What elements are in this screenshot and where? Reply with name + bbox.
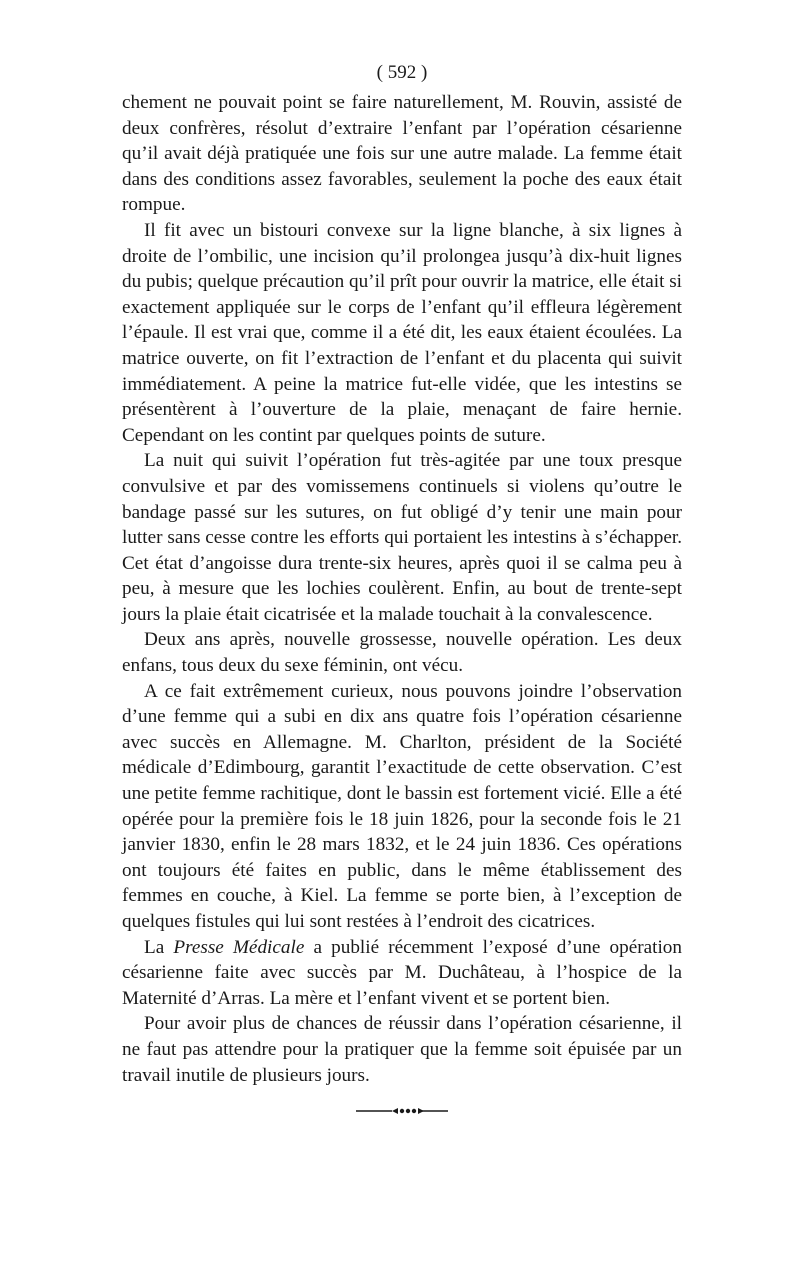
- document-page: [122, 60, 682, 1116]
- paragraph-3: La nuit qui suivit l’opération fut très-agitée par une toux presque convulsive et par des vomissemens continuels si violens qu’outre le bandage passé sur les sutures, on fut obligé d’y tenir une main pour lutter sans cesse contre les efforts qui portaient les intestins à s’échapper. Cet état d’angoisse dura trente-six heures, après quoi il se calma peu à peu, à mesure que les lochies coulèrent. Enfin, au bout de trente-sept jours la plaie était cicatrisée et la malade touchait à la convalescence.: [122, 450, 682, 625]
- paragraph-2: Il fit avec un bistouri convexe sur la ligne blanche, à six lignes à droite de l’ombilic, une incision qu’il prolongea jusqu’à dix-huit lignes du pubis; quelque précaution qu’il prît pour ouvrir la matrice, elle était si exactement appliquée sur le corps de l’enfant qu’il effleura légèrement l’épaule. Il est vrai que, comme il a été dit, les eaux étaient écoulées. La matrice ouverte, on fit l’extraction de l’enfant et du placenta qui suivit immédiatement. A peine la matrice fut-elle vidée, que les intestins se présentèrent à l’ouverture de la plaie, menaçant de faire hernie. Cependant on les contint par quelques points de suture.: [122, 219, 683, 446]
- ornamental-rule-icon: [352, 1106, 452, 1116]
- paragraph-6-rest: a publié récemment l’exposé d’une opération césarienne faite avec succès par M. Duchâteau, à l’hospice de la Maternité d’Arras. La mère et l’enfant vivent et se portent bien.: [122, 936, 682, 1009]
- paragraph-7: Pour avoir plus de chances de réussir dans l’opération césarienne, il ne faut pas attendre pour la pratiquer que la femme soit épuisée par un travail inutile de plusieurs jours.: [122, 1013, 682, 1086]
- paragraph-1: chement ne pouvait point se faire naturellement, M. Rouvin, assisté de deux confrères, résolut d’extraire l’enfant par l’opération césarienne qu’il avait déjà pratiquée une fois sur une autre malade. La femme était dans des conditions assez favorables, seulement la poche des eaux était rompue.: [122, 92, 682, 216]
- paragraph-5: A ce fait extrêmement curieux, nous pouvons joindre l’observation d’une femme qui a subi en dix ans quatre fois l’opération césarienne avec succès en Allemagne. M. Charlton, président de la Société médicale d’Edimbourg, garantit l’exactitude de cette observation. C’est une petite femme rachitique, dont le bassin est fortement vicié. Elle a été opérée pour la première fois le 18 juin 1826, pour la seconde fois le 21 janvier 1830, enfin le 28 mars 1832, et le 24 juin 1836. Ces opérations ont toujours été faites en public, dans le même établissement des femmes en couche, à Kiel. La femme se porte bien, à l’exception de quelques fistules qui lui sont restées à l’endroit des cicatrices.: [122, 680, 682, 932]
- paragraph-6-lead: La: [144, 936, 174, 958]
- paragraph-4: Deux ans après, nouvelle grossesse, nouvelle opération. Les deux enfans, tous deux du sexe féminin, ont vécu.: [122, 629, 682, 677]
- page-number: ( 592 ): [376, 62, 428, 83]
- paragraph-6: [122, 935, 682, 1012]
- journal-title: Presse Médicale: [173, 936, 305, 958]
